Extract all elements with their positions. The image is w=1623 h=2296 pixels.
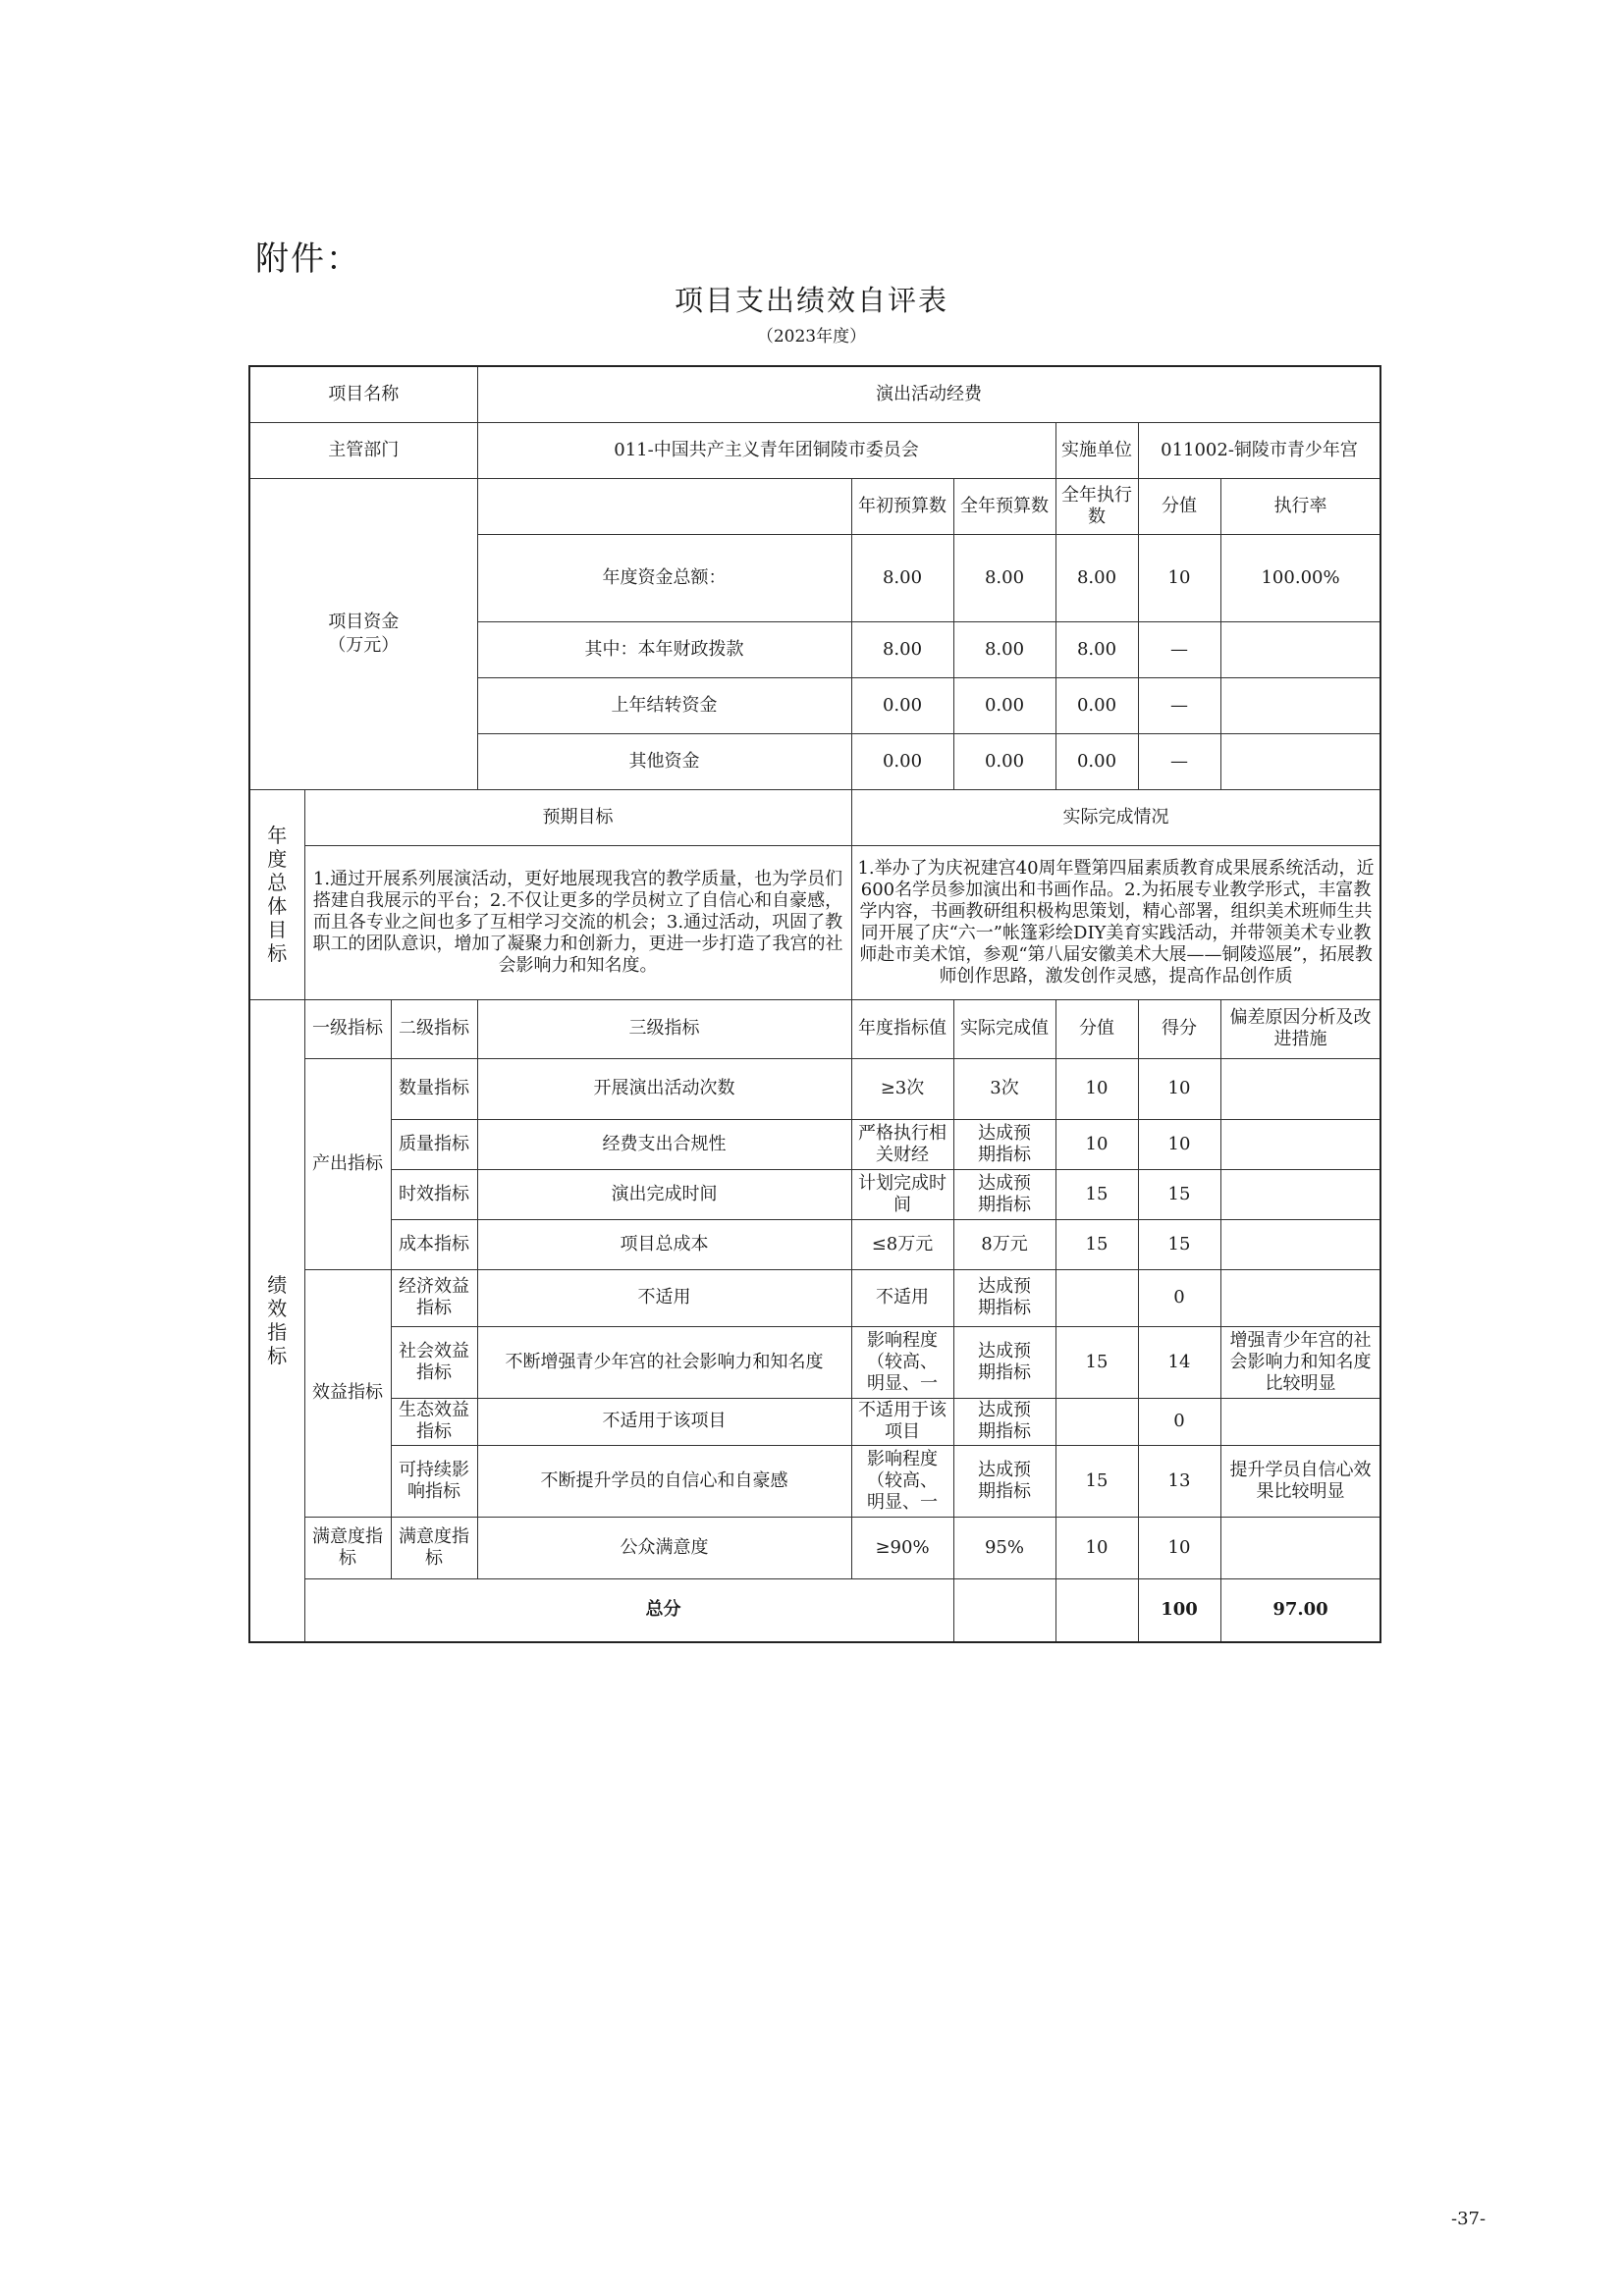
dept-value: 011-中国共产主义青年团铜陵市委员会: [477, 422, 1055, 478]
score-cell: 10: [1138, 1517, 1220, 1578]
table-row: [249, 1398, 1380, 1445]
funds-header-executed: 全年执行数: [1055, 478, 1138, 534]
funds-row-executed: 0.00: [1055, 677, 1138, 733]
level3-cell: 不适用于该项目: [477, 1398, 851, 1445]
score-value-cell: [1055, 1398, 1138, 1445]
target-cell: 不适用: [851, 1269, 953, 1326]
level3-cell: 项目总成本: [477, 1219, 851, 1269]
indicators-label: 绩效指标: [249, 999, 304, 1642]
funds-row-annual: 8.00: [953, 621, 1055, 677]
table-row: [249, 1119, 1380, 1169]
actual-result-text: 1.举办了为庆祝建宫40周年暨第四届素质教育成果展系统活动，近600名学员参加演出和书画作品。2.为拓展专业教学形式，丰富教学内容，书画教研组积极构思策划，精心部署，组织美术班师生共同开展了庆“六一”帐篷彩绘DIY美育实践活动，并带领美术专业教师赴市美术馆，参观“第八届安徽美术大展——铜陵巡展”，拓展教师创作思路，激发创作灵感，提高作品创作质: [851, 845, 1380, 999]
funds-row-score-value: —: [1138, 677, 1220, 733]
funds-row-score-value: 10: [1138, 534, 1220, 621]
actual-result-label: 实际完成情况: [851, 789, 1380, 845]
reason-cell: [1220, 1058, 1380, 1119]
funds-header-rate: 执行率: [1220, 478, 1380, 534]
document-year: （2023年度）: [756, 327, 867, 347]
funds-row-label: 上年结转资金: [477, 677, 851, 733]
funds-row-executed: 8.00: [1055, 621, 1138, 677]
funds-label: 项目资金（万元）: [249, 478, 477, 789]
unit-label: 实施单位: [1055, 422, 1138, 478]
ind-header-level3: 三级指标: [477, 999, 851, 1058]
score-cell: 10: [1138, 1058, 1220, 1119]
level2-cell: 生态效益指标: [391, 1398, 477, 1445]
score-value-cell: 15: [1055, 1169, 1138, 1219]
evaluation-table: [248, 365, 1381, 1643]
funds-row-annual: 0.00: [953, 677, 1055, 733]
target-cell: 影响程度（较高、明显、一: [851, 1326, 953, 1398]
funds-row-executed: 0.00: [1055, 733, 1138, 789]
level3-cell: 不适用: [477, 1269, 851, 1326]
actual-cell: 8万元: [953, 1219, 1055, 1269]
actual-cell: 3次: [953, 1058, 1055, 1119]
ind-header-level1: 一级指标: [304, 999, 391, 1058]
dept-label: 主管部门: [249, 422, 477, 478]
actual-cell: 达成预期指标: [953, 1398, 1055, 1445]
actual-cell: 达成预期指标: [953, 1169, 1055, 1219]
funds-row-score-value: —: [1138, 733, 1220, 789]
level2-cell: 可持续影响指标: [391, 1445, 477, 1517]
target-cell: ≥90%: [851, 1517, 953, 1578]
actual-cell: 达成预期指标: [953, 1326, 1055, 1398]
page-number: -37-: [1451, 2209, 1487, 2229]
level2-cell: 质量指标: [391, 1119, 477, 1169]
reason-cell: 增强青少年宫的社会影响力和知名度比较明显: [1220, 1326, 1380, 1398]
funds-row-rate: [1220, 621, 1380, 677]
score-cell: 14: [1138, 1326, 1220, 1398]
document-title: 项目支出绩效自评表: [674, 284, 948, 317]
level1-output: 产出指标: [304, 1058, 391, 1269]
table-row: [249, 1169, 1380, 1219]
total-blank: [953, 1578, 1055, 1642]
ind-header-score-value: 分值: [1055, 999, 1138, 1058]
total-score-value: 100: [1138, 1578, 1220, 1642]
reason-cell: 提升学员自信心效果比较明显: [1220, 1445, 1380, 1517]
table-row: [249, 1219, 1380, 1269]
level3-cell: 公众满意度: [477, 1517, 851, 1578]
level2-cell: 成本指标: [391, 1219, 477, 1269]
funds-row-initial: 0.00: [851, 677, 953, 733]
project-name-value: 演出活动经费: [477, 366, 1380, 422]
funds-header-initial: 年初预算数: [851, 478, 953, 534]
reason-cell: [1220, 1119, 1380, 1169]
ind-header-actual: 实际完成值: [953, 999, 1055, 1058]
ind-header-level2: 二级指标: [391, 999, 477, 1058]
funds-row-annual: 0.00: [953, 733, 1055, 789]
target-cell: 不适用于该项目: [851, 1398, 953, 1445]
table-row: [249, 1517, 1380, 1578]
funds-header-score-value: 分值: [1138, 478, 1220, 534]
actual-cell: 达成预期指标: [953, 1445, 1055, 1517]
unit-value: 011002-铜陵市青少年宫: [1138, 422, 1380, 478]
total-blank: [1055, 1578, 1138, 1642]
ind-header-reason: 偏差原因分析及改进措施: [1220, 999, 1380, 1058]
funds-row-rate: 100.00%: [1220, 534, 1380, 621]
reason-cell: [1220, 1169, 1380, 1219]
expected-goal-text: 1.通过开展系列展演活动，更好地展现我宫的教学质量，也为学员们搭建自我展示的平台；2.不仅让更多的学员树立了自信心和自豪感，而且各专业之间也多了互相学习交流的机会；3.通过活动，巩固了教职工的团队意识，增加了凝聚力和创新力，更进一步打造了我宫的社会影响力和知名度。: [304, 845, 851, 999]
funds-row-label: 其他资金: [477, 733, 851, 789]
funds-row-executed: 8.00: [1055, 534, 1138, 621]
target-cell: ≤8万元: [851, 1219, 953, 1269]
expected-goal-label: 预期目标: [304, 789, 851, 845]
reason-cell: [1220, 1269, 1380, 1326]
level3-cell: 经费支出合规性: [477, 1119, 851, 1169]
total-row: [249, 1578, 1380, 1642]
score-value-cell: 15: [1055, 1219, 1138, 1269]
score-cell: 0: [1138, 1269, 1220, 1326]
goals-label: 年度总体目标: [249, 789, 304, 999]
reason-cell: [1220, 1517, 1380, 1578]
score-value-cell: 10: [1055, 1119, 1138, 1169]
actual-cell: 95%: [953, 1517, 1055, 1578]
table-row: [249, 1058, 1380, 1119]
level3-cell: 不断增强青少年宫的社会影响力和知名度: [477, 1326, 851, 1398]
score-cell: 0: [1138, 1398, 1220, 1445]
score-value-cell: 10: [1055, 1058, 1138, 1119]
score-value-cell: 15: [1055, 1445, 1138, 1517]
actual-cell: 达成预期指标: [953, 1119, 1055, 1169]
project-name-label: 项目名称: [249, 366, 477, 422]
table-row: [249, 1269, 1380, 1326]
funds-row-initial: 8.00: [851, 534, 953, 621]
funds-row-label: 其中：本年财政拨款: [477, 621, 851, 677]
level3-cell: 不断提升学员的自信心和自豪感: [477, 1445, 851, 1517]
level3-cell: 开展演出活动次数: [477, 1058, 851, 1119]
table-row: [249, 1326, 1380, 1398]
score-cell: 15: [1138, 1219, 1220, 1269]
score-value-cell: 10: [1055, 1517, 1138, 1578]
table-row: [249, 1445, 1380, 1517]
level2-cell: 时效指标: [391, 1169, 477, 1219]
reason-cell: [1220, 1398, 1380, 1445]
funds-header-blank: [477, 478, 851, 534]
ind-header-score: 得分: [1138, 999, 1220, 1058]
score-value-cell: 15: [1055, 1326, 1138, 1398]
level1-satisfaction: 满意度指标: [304, 1517, 391, 1578]
funds-row-initial: 0.00: [851, 733, 953, 789]
total-label: 总分: [304, 1578, 953, 1642]
level2-cell: 满意度指标: [391, 1517, 477, 1578]
funds-row-annual: 8.00: [953, 534, 1055, 621]
score-value-cell: [1055, 1269, 1138, 1326]
actual-cell: 达成预期指标: [953, 1269, 1055, 1326]
level1-benefit: 效益指标: [304, 1269, 391, 1517]
level3-cell: 演出完成时间: [477, 1169, 851, 1219]
score-cell: 15: [1138, 1169, 1220, 1219]
target-cell: ≥3次: [851, 1058, 953, 1119]
level2-cell: 数量指标: [391, 1058, 477, 1119]
reason-cell: [1220, 1219, 1380, 1269]
funds-row-rate: [1220, 677, 1380, 733]
funds-row-rate: [1220, 733, 1380, 789]
score-cell: 13: [1138, 1445, 1220, 1517]
funds-row-label: 年度资金总额：: [477, 534, 851, 621]
score-cell: 10: [1138, 1119, 1220, 1169]
ind-header-target: 年度指标值: [851, 999, 953, 1058]
target-cell: 影响程度（较高、明显、一: [851, 1445, 953, 1517]
level2-cell: 社会效益指标: [391, 1326, 477, 1398]
target-cell: 严格执行相关财经: [851, 1119, 953, 1169]
total-score: 97.00: [1220, 1578, 1380, 1642]
level2-cell: 经济效益指标: [391, 1269, 477, 1326]
attachment-label: 附件：: [255, 240, 361, 279]
funds-header-annual: 全年预算数: [953, 478, 1055, 534]
funds-row-score-value: —: [1138, 621, 1220, 677]
funds-row-initial: 8.00: [851, 621, 953, 677]
target-cell: 计划完成时间: [851, 1169, 953, 1219]
